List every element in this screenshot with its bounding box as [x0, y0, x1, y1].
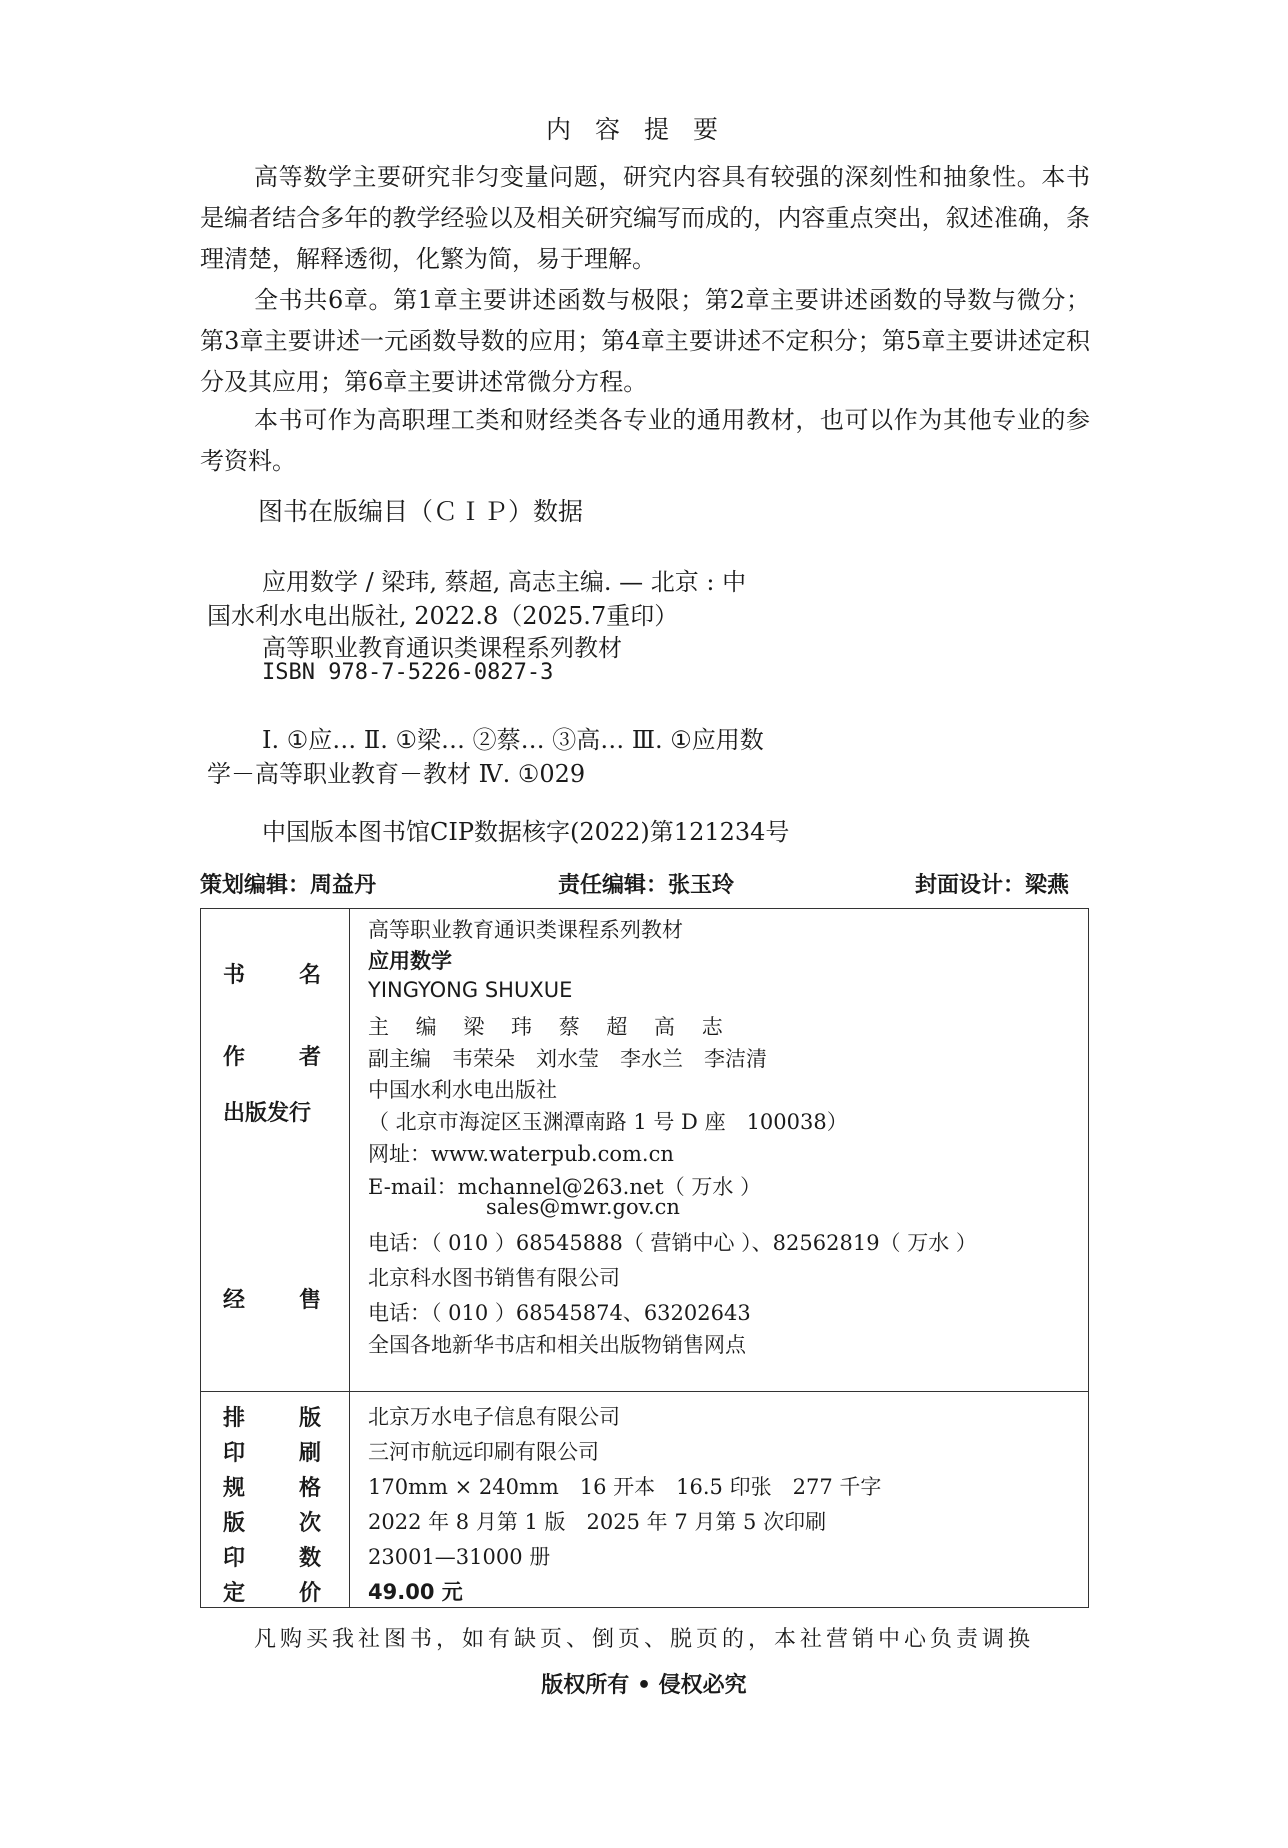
cover-designer: 封面设计：梁燕 — [915, 873, 1070, 898]
label-book-name: 书 名 — [223, 963, 321, 988]
copyright-notice: 版权所有 • 侵权必究 — [541, 1673, 747, 1698]
cip-heading: 图书在版编目（ＣＩＰ）数据 — [258, 497, 584, 526]
summary-paragraph-2: 全书共6章。第1章主要讲述函数与极限；第2章主要讲述函数的导数与微分；第3章主要讲述一元函数导数的应用；第4章主要讲述不定积分；第5章主要讲述定积分及其应用；第6章主要讲述常微分方程。 — [200, 286, 1090, 396]
deputy-editors: 副主编 韦荣朵 刘水莹 李水兰 李洁清 — [368, 1047, 767, 1071]
printing-value: 三河市航远印刷有限公司 — [368, 1440, 599, 1464]
book-title: 应用数学 — [368, 949, 452, 973]
series-name: 高等职业教育通识类课程系列教材 — [368, 918, 683, 942]
seller-name: 北京科水图书销售有限公司 — [368, 1266, 620, 1290]
cip-line: 学－高等职业教育－教材 Ⅳ. ①029 — [207, 760, 586, 788]
label-specification: 规 格 — [223, 1476, 321, 1501]
table-divider-horizontal — [201, 1391, 1088, 1392]
specification-value: 170mm × 240mm 16 开本 16.5 印张 277 千字 — [368, 1475, 882, 1499]
cip-isbn: ISBN 978-7-5226-0827-3 — [262, 660, 554, 685]
publisher-name: 中国水利水电出版社 — [368, 1078, 557, 1102]
label-printing: 印 刷 — [223, 1441, 321, 1466]
label-price: 定 价 — [223, 1581, 321, 1606]
cip-record-number: 中国版本图书馆CIP数据核字(2022)第121234号 — [262, 818, 790, 846]
edition-value: 2022 年 8 月第 1 版 2025 年 7 月第 5 次印刷 — [368, 1510, 827, 1534]
publication-info-table — [200, 908, 1089, 1608]
publisher-email-1: E-mail：mchannel@263.net（ 万水 ） — [368, 1175, 762, 1199]
publisher-phone: 电话：（ 010 ）68545888（ 营销中心 ）、82562819（ 万水 ） — [368, 1231, 977, 1255]
publisher-email-2: sales@mwr.gov.cn — [486, 1195, 680, 1219]
chief-editors: 主 编 梁 玮 蔡 超 高 志 — [368, 1015, 733, 1039]
seller-phone: 电话：（ 010 ）68545874、63202643 — [368, 1301, 751, 1325]
cip-line: 国水利水电出版社, 2022.8（2025.7重印） — [207, 602, 679, 630]
publisher-address: （ 北京市海淀区玉渊潭南路 1 号 D 座 100038） — [368, 1110, 848, 1134]
summary-title: 内容提要 — [545, 115, 742, 144]
label-edition: 版 次 — [223, 1511, 321, 1536]
summary-paragraph-1: 高等数学主要研究非匀变量问题，研究内容具有较强的深刻性和抽象性。本书是编者结合多年的教学经验以及相关研究编写而成的，内容重点突出，叙述准确，条理清楚，解释透彻，化繁为简，易于理解。 — [200, 163, 1090, 273]
publisher-website: 网址：www.waterpub.com.cn — [368, 1142, 674, 1166]
replacement-notice: 凡购买我社图书，如有缺页、倒页、脱页的，本社营销中心负责调换 — [253, 1627, 1034, 1652]
cip-line: 应用数学 / 梁玮, 蔡超, 高志主编. — 北京 : 中 — [262, 568, 747, 596]
book-title-pinyin: YINGYONG SHUXUE — [368, 978, 573, 1002]
label-seller: 经 售 — [223, 1288, 321, 1313]
cip-line: 高等职业教育通识类课程系列教材 — [262, 634, 622, 662]
label-publisher: 出版发行 — [223, 1101, 312, 1126]
label-author: 作 者 — [223, 1045, 321, 1070]
print-run-value: 23001—31000 册 — [368, 1545, 551, 1569]
summary-paragraph-3: 本书可作为高职理工类和财经类各专业的通用教材，也可以作为其他专业的参考资料。 — [200, 406, 1090, 475]
label-typesetting: 排 版 — [223, 1406, 321, 1431]
planning-editor: 策划编辑：周益丹 — [200, 873, 377, 898]
price-value: 49.00 元 — [368, 1580, 463, 1604]
responsible-editor: 责任编辑：张玉玲 — [558, 873, 735, 898]
table-divider-vertical — [349, 909, 350, 1607]
cip-line: Ⅰ. ①应… Ⅱ. ①梁… ②蔡… ③高… Ⅲ. ①应用数 — [262, 726, 764, 754]
label-print-run: 印 数 — [223, 1546, 321, 1571]
sales-network: 全国各地新华书店和相关出版物销售网点 — [368, 1333, 746, 1357]
typesetting-value: 北京万水电子信息有限公司 — [368, 1405, 620, 1429]
